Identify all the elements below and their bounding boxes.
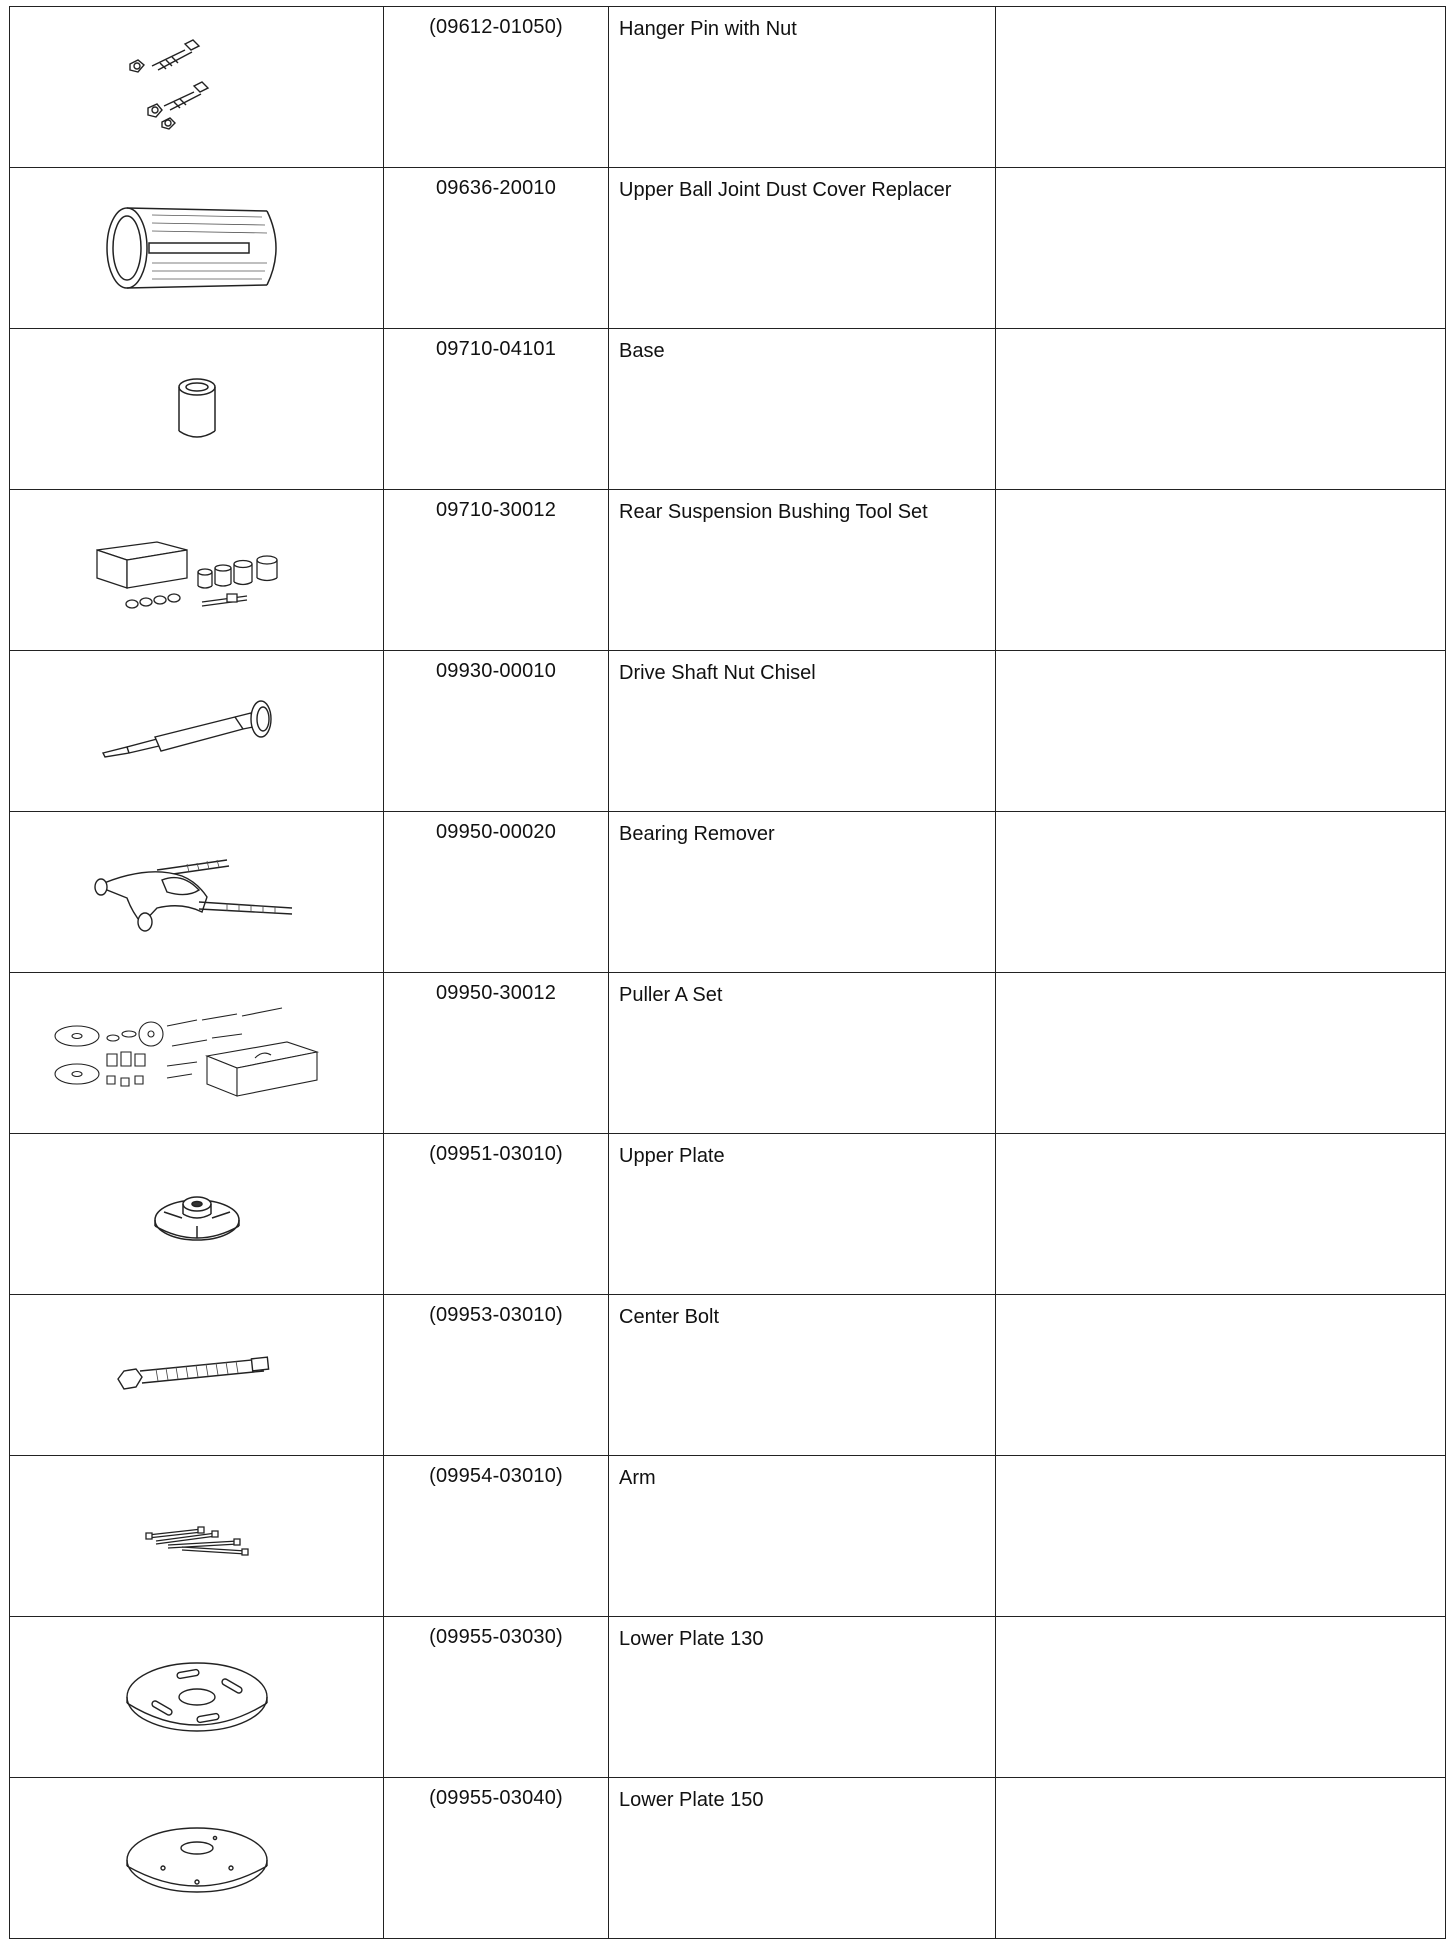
tool-name-cell — [609, 168, 996, 329]
note-cell — [996, 973, 1446, 1134]
table-row — [10, 973, 1446, 1134]
bushing-tool-set-icon — [87, 520, 307, 620]
tool-name-cell — [609, 1295, 996, 1456]
table-row — [10, 812, 1446, 973]
part-number: (09951-03010) — [429, 1143, 563, 1165]
upper-plate-icon — [142, 1174, 252, 1254]
base-cylinder-icon — [167, 369, 227, 449]
note-cell — [996, 1778, 1446, 1939]
part-number: (09955-03030) — [429, 1626, 563, 1648]
bearing-remover-icon — [87, 842, 307, 942]
tool-illustration-cell — [10, 1456, 384, 1617]
tool-illustration-cell — [10, 7, 384, 168]
tool-name-cell — [609, 973, 996, 1134]
tool-name: Hanger Pin with Nut — [619, 18, 797, 40]
part-number: (09953-03010) — [429, 1304, 563, 1326]
lower-plate-icon — [117, 1808, 277, 1908]
special-tools-table — [9, 6, 1446, 1939]
table-row — [10, 1134, 1446, 1295]
tool-illustration-cell — [10, 1617, 384, 1778]
part-number: 09950-30012 — [435, 982, 557, 1004]
tool-name: Base — [619, 340, 665, 362]
arm-rods-icon — [142, 1511, 252, 1561]
tool-illustration-cell — [10, 812, 384, 973]
tool-name: Lower Plate 130 — [619, 1628, 764, 1650]
hanger-pin-nut-icon — [122, 32, 272, 142]
table-row — [10, 168, 1446, 329]
note-cell — [996, 168, 1446, 329]
part-number: 09950-00020 — [435, 821, 557, 843]
tool-illustration-cell — [10, 490, 384, 651]
tool-illustration-cell — [10, 973, 384, 1134]
part-number-cell — [384, 973, 609, 1134]
tool-illustration-cell — [10, 1778, 384, 1939]
part-number-cell — [384, 1134, 609, 1295]
part-number-cell — [384, 168, 609, 329]
part-number-cell — [384, 490, 609, 651]
note-cell — [996, 329, 1446, 490]
part-number-cell — [384, 812, 609, 973]
tool-name-cell — [609, 1778, 996, 1939]
dust-cover-replacer-icon — [97, 193, 297, 303]
part-number-cell — [384, 1778, 609, 1939]
tool-name-cell — [609, 490, 996, 651]
table-row — [10, 1617, 1446, 1778]
tool-name: Upper Plate — [619, 1145, 725, 1167]
tool-name: Arm — [619, 1467, 656, 1489]
part-number: 09930-00010 — [435, 660, 557, 682]
note-cell — [996, 490, 1446, 651]
tool-name-cell — [609, 1134, 996, 1295]
tool-name: Rear Suspension Bushing Tool Set — [619, 501, 928, 523]
part-number-cell — [384, 7, 609, 168]
puller-set-icon — [47, 998, 347, 1108]
tool-name-cell — [609, 329, 996, 490]
part-number-cell — [384, 329, 609, 490]
note-cell — [996, 7, 1446, 168]
note-cell — [996, 1134, 1446, 1295]
part-number: (09612-01050) — [429, 16, 563, 38]
table-row — [10, 7, 1446, 168]
table-row — [10, 1295, 1446, 1456]
note-cell — [996, 812, 1446, 973]
part-number: 09636-20010 — [435, 177, 557, 199]
part-number: 09710-04101 — [435, 338, 557, 360]
tool-name-cell — [609, 651, 996, 812]
tool-illustration-cell — [10, 329, 384, 490]
chisel-icon — [97, 691, 297, 771]
table-row — [10, 1456, 1446, 1617]
tool-name-cell — [609, 1617, 996, 1778]
table-row — [10, 329, 1446, 490]
tool-name: Upper Ball Joint Dust Cover Replacer — [619, 179, 952, 201]
tool-name: Center Bolt — [619, 1306, 720, 1328]
tool-name-cell — [609, 812, 996, 973]
part-number: (09954-03010) — [429, 1465, 563, 1487]
center-bolt-icon — [112, 1345, 282, 1405]
note-cell — [996, 1456, 1446, 1617]
note-cell — [996, 651, 1446, 812]
note-cell — [996, 1295, 1446, 1456]
tool-name: Lower Plate 150 — [619, 1789, 764, 1811]
part-number: (09955-03040) — [429, 1787, 563, 1809]
tool-name-cell — [609, 7, 996, 168]
table-row — [10, 490, 1446, 651]
part-number: 09710-30012 — [435, 499, 557, 521]
tool-illustration-cell — [10, 168, 384, 329]
tool-illustration-cell — [10, 1295, 384, 1456]
part-number-cell — [384, 1456, 609, 1617]
tool-name-cell — [609, 1456, 996, 1617]
lower-plate-icon — [117, 1647, 277, 1747]
table-row — [10, 1778, 1446, 1939]
part-number-cell — [384, 1295, 609, 1456]
tool-name: Bearing Remover — [619, 823, 775, 845]
tool-illustration-cell — [10, 1134, 384, 1295]
tool-illustration-cell — [10, 651, 384, 812]
tool-name: Drive Shaft Nut Chisel — [619, 662, 816, 684]
part-number-cell — [384, 1617, 609, 1778]
tool-name: Puller A Set — [619, 984, 723, 1006]
table-row — [10, 651, 1446, 812]
part-number-cell — [384, 651, 609, 812]
note-cell — [996, 1617, 1446, 1778]
